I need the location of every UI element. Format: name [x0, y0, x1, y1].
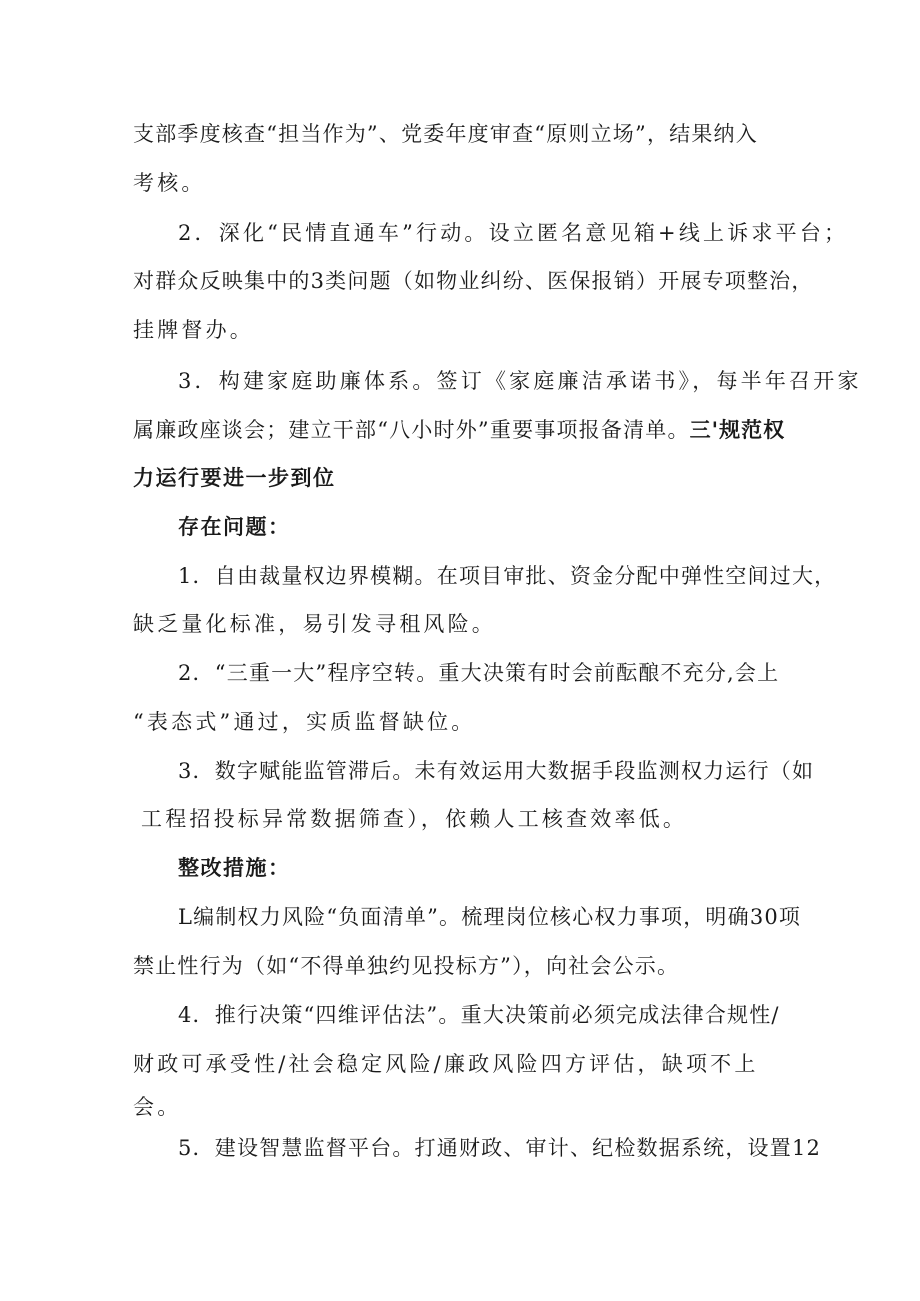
paragraph-line: “表态式”通过，实质监督缺位。 [133, 710, 476, 734]
paragraph-line: 2．深化“民情直通车”行动。设立匿名意见箱+线上诉求平台； [178, 221, 849, 245]
paragraph-line: 1．自由裁量权边界模糊。在项目审批、资金分配中弹性空间过大， [178, 564, 837, 588]
paragraph-line: 考核。 [133, 171, 206, 195]
paragraph-line: 支部季度核查“担当作为”、党委年度审查“原则立场”，结果纳入 [133, 122, 758, 146]
paragraph-line: L编制权力风险“负面清单”。梳理岗位核心权力事项，明确30项 [178, 905, 802, 929]
paragraph-line: 3．数字赋能监管滞后。未有效运用大数据手段监测权力运行（如 [178, 759, 815, 783]
section-heading: 力运行要进一步到位 [133, 466, 336, 490]
paragraph-line [133, 417, 785, 443]
paragraph-line: 2．“三重一大”程序空转。重大决策有时会前酝酿不充分,会上 [178, 661, 780, 685]
paragraph-line: 会。 [133, 1095, 182, 1119]
paragraph-line: 禁止性行为（如“不得单独约见投标方”），向社会公示。 [133, 954, 680, 978]
subheading-problems: 存在问题： [178, 515, 291, 539]
paragraph-line: 对群众反映集中的3类问题（如物业纠纷、医保报销）开展专项整治， [133, 269, 814, 293]
paragraph-text: 属廉政座谈会；建立干部“八小时外”重要事项报备清单。 [133, 418, 690, 442]
paragraph-line: 挂牌督办。 [133, 318, 254, 342]
paragraph-line: 3．构建家庭助廉体系。签订《家庭廉洁承诺书》，每半年召开家 [178, 369, 862, 393]
paragraph-line: 财政可承受性/社会稳定风险/廉政风险四方评估，缺项不上 [133, 1052, 759, 1076]
paragraph-line: 4．推行决策“四维评估法”。重大决策前必须完成法律合规性/ [178, 1003, 780, 1027]
paragraph-line: 5．建设智慧监督平台。打通财政、审计、纪检数据系统，设置12 [178, 1136, 822, 1160]
paragraph-line: 缺乏量化标准，易引发寻租风险。 [133, 612, 496, 636]
subheading-measures: 整改措施： [178, 856, 291, 880]
paragraph-line: 工程招投标异常数据筛查），依赖人工核查效率低。 [141, 807, 688, 831]
section-heading: 三'规范权 [689, 418, 786, 442]
